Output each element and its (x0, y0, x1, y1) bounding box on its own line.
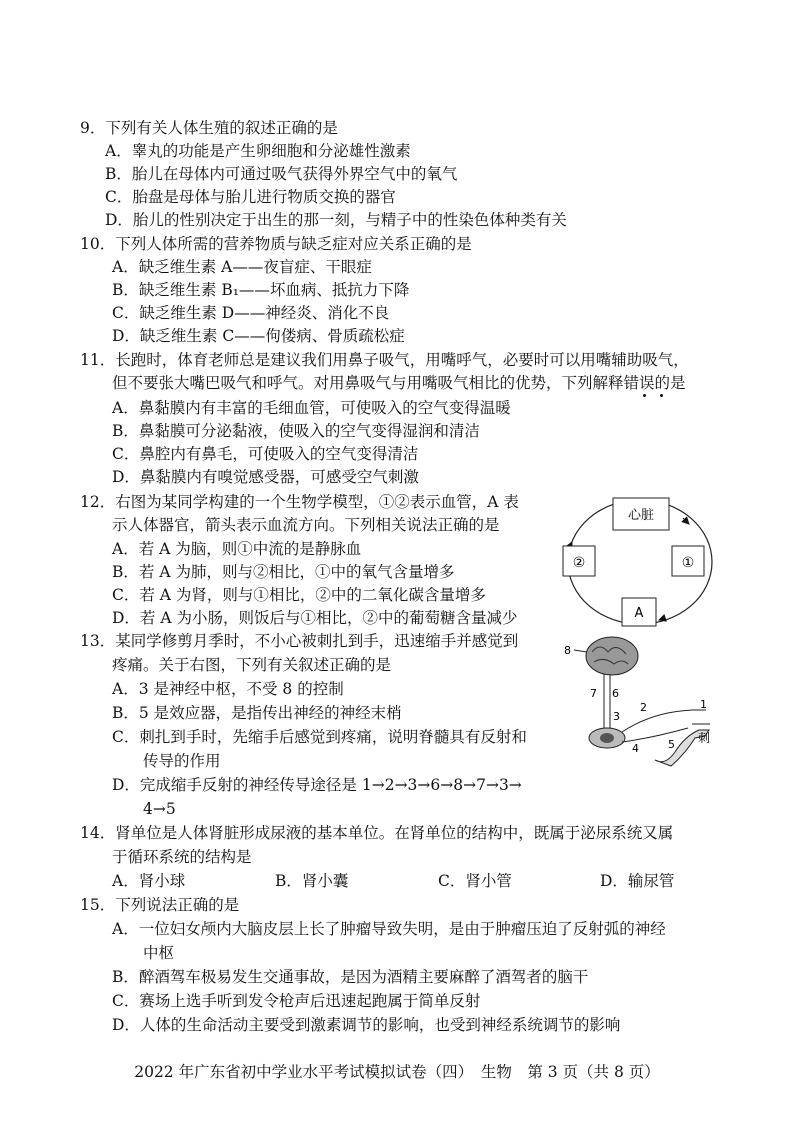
q13-stem-line2: 疼痛。关于右图，下列有关叙述正确的是 (112, 656, 392, 674)
q12-stem-line2: 示人体器官，箭头表示血流方向。下列相关说法正确的是 (112, 516, 500, 534)
emphasis-dot (643, 394, 646, 397)
vessel1-label: ① (681, 555, 695, 571)
q12-option-b: B．若 A 为肺，则与②相比，①中的氧气含量增多 (112, 563, 455, 581)
q15-option-a: A．一位妇女颅内大脑皮层上长了肿瘤导致失明，是由于肿瘤压迫了反射弧的神经 (112, 920, 666, 938)
label-1: 1 (700, 698, 707, 711)
q14-option-b: B．肾小囊 (275, 872, 349, 890)
q11-stem-line2: 但不要张大嘴巴吸气和呼气。对用鼻吸气与用嘴吸气相比的优势，下列解释错误的是 (112, 374, 686, 392)
label-8: 8 (564, 644, 571, 657)
q13-option-a: A．3 是神经中枢，不受 8 的控制 (112, 680, 344, 698)
q13-stem-line1: 13．某同学修剪月季时，不小心被刺扎到手，迅速缩手并感觉到 (80, 632, 519, 650)
q10-option-d: D．缺乏维生素 C——佝偻病、骨质疏松症 (112, 327, 405, 345)
circulation-diagram (555, 490, 725, 630)
q14-stem-line1: 14．肾单位是人体肾脏形成尿液的基本单位。在肾单位的结构中，既属于泌尿系统又属 (80, 824, 674, 842)
label-4: 4 (632, 742, 639, 755)
thorn-label: 刺 (698, 731, 711, 745)
label-7: 7 (590, 687, 597, 700)
q10-stem: 10．下列人体所需的营养物质与缺乏症对应关系正确的是 (80, 235, 472, 253)
q14-stem-line2: 于循环系统的结构是 (112, 848, 252, 866)
q13-option-d: D．完成缩手反射的神经传导途径是 1→2→3→6→8→7→3→ (112, 776, 522, 794)
q9-option-b: B．胎儿在母体内可通过吸气获得外界空气中的氧气 (105, 165, 458, 183)
label-5: 5 (668, 738, 675, 751)
q12-option-a: A．若 A 为脑，则①中流的是静脉血 (112, 540, 362, 558)
q14-option-c: C．肾小管 (438, 872, 512, 890)
label-2: 2 (640, 701, 647, 714)
q11-option-d: D．鼻黏膜内有嗅觉感受器，可感受空气刺激 (112, 468, 419, 486)
label-6: 6 (612, 687, 619, 700)
q11-stem-line1: 11．长跑时，体育老师总是建议我们用鼻子吸气，用嘴呼气，必要时可以用嘴辅助吸气， (80, 351, 689, 369)
q12-option-d: D．若 A 为小肠，则饭后与①相比，②中的葡萄糖含量减少 (112, 609, 518, 627)
brain-icon (586, 637, 638, 675)
q13-option-c: C．刺扎到手时，先缩手后感觉到疼痛，说明脊髓具有反射和 (112, 728, 527, 746)
organ-a-label: A (634, 606, 644, 621)
efferent-nerve (622, 728, 688, 742)
q10-option-b: B．缺乏维生素 B₁——坏血病、抵抗力下降 (112, 281, 410, 299)
q15-option-c: C．赛场上选手听到发令枪声后迅速起跑属于简单反射 (112, 992, 481, 1010)
q13-option-b: B．5 是效应器，是指传出神经的神经末梢 (112, 704, 402, 722)
q9-stem: 9．下列有关人体生殖的叙述正确的是 (80, 119, 338, 137)
q10-option-a: A．缺乏维生素 A——夜盲症、干眼症 (112, 258, 372, 276)
q9-option-c: C．胎盘是母体与胎儿进行物质交换的器官 (105, 188, 396, 206)
q12-option-c: C．若 A 为肾，则与①相比，②中的二氧化碳含量增多 (112, 586, 486, 604)
page-footer: 2022 年广东省初中学业水平考试模拟试卷（四） 生物 第 3 页（共 8 页） (134, 1063, 660, 1081)
q10-option-c: C．缺乏维生素 D——神经炎、消化不良 (112, 304, 390, 322)
q15-option-a-cont: 中枢 (112, 944, 175, 962)
vessel2-label: ② (572, 555, 586, 571)
q14-option-a: A．肾小球 (112, 872, 186, 890)
emphasis-dot (660, 394, 663, 397)
q11-option-b: B．鼻黏膜可分泌黏液，使吸入的空气变得湿润和清洁 (112, 422, 480, 440)
q15-option-d: D．人体的生命活动主要受到激素调节的影响，也受到神经系统调节的影响 (112, 1016, 621, 1034)
q12-stem-line1: 12．右图为某同学构建的一个生物学模型，①②表示血管，A 表 (80, 493, 519, 511)
q15-stem: 15．下列说法正确的是 (80, 896, 240, 914)
q9-option-d: D．胎儿的性别决定于出生的那一刻，与精子中的性染色体种类有关 (105, 211, 567, 229)
q11-option-c: C．鼻腔内有鼻毛，可使吸入的空气变得清洁 (112, 445, 419, 463)
afferent-nerve (622, 710, 706, 732)
q15-option-b: B．醉酒驾车极易发生交通事故，是因为酒精主要麻醉了酒驾者的脑干 (112, 968, 589, 986)
q14-option-d: D．输尿管 (600, 872, 675, 890)
reflex-arc-diagram (560, 632, 720, 784)
q13-option-c-cont: 传导的作用 (112, 752, 221, 770)
q13-option-d-cont: 4→5 (112, 800, 176, 818)
label-3: 3 (613, 710, 620, 723)
heart-label: 心脏 (627, 508, 655, 523)
q9-option-a: A．睾丸的功能是产生卵细胞和分泌雄性激素 (105, 142, 411, 160)
q11-option-a: A．鼻黏膜内有丰富的毛细血管，可使吸入的空气变得温暖 (112, 399, 511, 417)
